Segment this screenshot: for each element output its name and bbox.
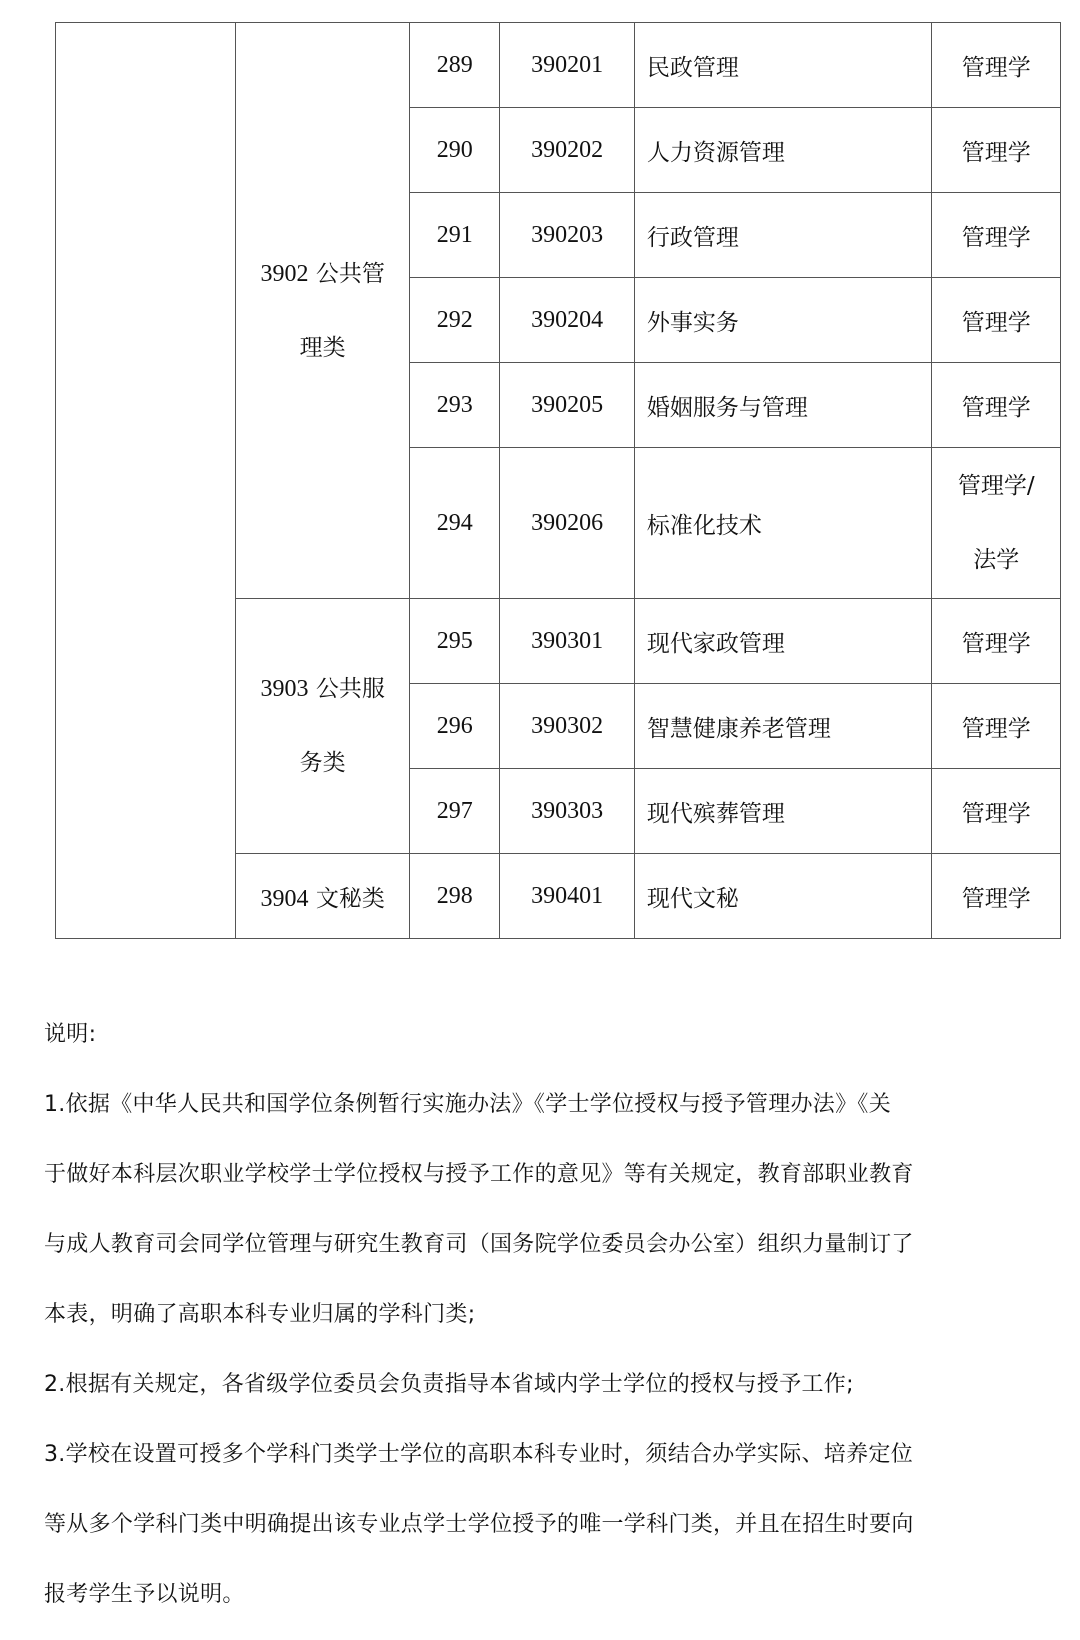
note-line: 等从多个学科门类中明确提出该专业点学士学位授予的唯一学科门类，并且在招生时要向 (44, 1512, 914, 1537)
seq-cell: 289 (410, 23, 500, 108)
code-cell: 390201 (500, 23, 635, 108)
note-line: 3.学校在设置可授多个学科门类学士学位的高职本科专业时，须结合办学实际、培养定位 (44, 1442, 913, 1467)
discipline-cell: 管理学 (932, 23, 1061, 108)
name-cell: 现代家政管理 (634, 599, 932, 684)
seq-cell: 293 (410, 363, 500, 448)
discipline-cell: 管理学 (932, 854, 1061, 939)
seq-cell: 290 (410, 108, 500, 193)
discipline-cell: 管理学 (932, 769, 1061, 854)
discipline-text: 法学 (973, 547, 1020, 573)
discipline-text: 管理学/ (957, 473, 1035, 499)
code-cell: 390303 (500, 769, 635, 854)
note-line: 报考学生予以说明。 (44, 1582, 245, 1607)
discipline-cell (932, 448, 1061, 599)
discipline-cell: 管理学 (932, 684, 1061, 769)
name-cell: 行政管理 (634, 193, 932, 278)
note-line: 本表，明确了高职本科专业归属的学科门类; (44, 1302, 476, 1327)
note-line: 于做好本科层次职业学校学士学位授权与授予工作的意见》等有关规定，教育部职业教育 (44, 1162, 914, 1187)
name-cell: 婚姻服务与管理 (634, 363, 932, 448)
discipline-cell: 管理学 (932, 599, 1061, 684)
category-code: 3904 (260, 885, 309, 912)
discipline-cell: 管理学 (932, 193, 1061, 278)
category-name: 公共管 (315, 260, 385, 287)
category-name: 理类 (299, 334, 346, 361)
category-code: 3902 (260, 260, 309, 287)
category-name: 公共服 (315, 676, 385, 702)
category-cell (236, 23, 410, 599)
name-cell: 民政管理 (634, 23, 932, 108)
name-cell: 现代殡葬管理 (634, 769, 932, 854)
name-cell: 外事实务 (634, 278, 932, 363)
category-cell (236, 854, 410, 939)
note-line: 2.根据有关规定，各省级学位委员会负责指导本省域内学士学位的授权与授予工作; (44, 1372, 854, 1397)
name-cell: 人力资源管理 (634, 108, 932, 193)
seq-cell: 295 (410, 599, 500, 684)
note-line: 1.依据《中华人民共和国学位条例暂行实施办法》《学士学位授权与授予管理办法》《关 (44, 1092, 891, 1117)
category-name: 务类 (299, 750, 346, 776)
discipline-cell: 管理学 (932, 108, 1061, 193)
major-class-cell (56, 23, 236, 939)
seq-cell: 296 (410, 684, 500, 769)
code-cell: 390301 (500, 599, 635, 684)
discipline-cell: 管理学 (932, 278, 1061, 363)
seq-cell: 294 (410, 448, 500, 599)
category-name: 文秘类 (315, 885, 385, 912)
discipline-cell: 管理学 (932, 363, 1061, 448)
seq-cell: 291 (410, 193, 500, 278)
category-cell (236, 599, 410, 854)
code-cell: 390202 (500, 108, 635, 193)
seq-cell: 292 (410, 278, 500, 363)
code-cell: 390206 (500, 448, 635, 599)
seq-cell: 297 (410, 769, 500, 854)
code-cell: 390204 (500, 278, 635, 363)
table-row (56, 23, 1061, 108)
name-cell: 现代文秘 (634, 854, 932, 939)
notes-heading: 说明: (44, 1022, 97, 1047)
name-cell: 标准化技术 (634, 448, 932, 599)
code-cell: 390205 (500, 363, 635, 448)
code-cell: 390401 (500, 854, 635, 939)
code-cell: 390203 (500, 193, 635, 278)
category-code: 3903 (260, 676, 309, 702)
notes-section (44, 1000, 1044, 1630)
note-line: 与成人教育司会同学位管理与研究生教育司（国务院学位委员会办公室）组织力量制订了 (44, 1232, 914, 1257)
name-cell: 智慧健康养老管理 (634, 684, 932, 769)
code-cell: 390302 (500, 684, 635, 769)
major-catalog-table (55, 22, 1061, 939)
seq-cell: 298 (410, 854, 500, 939)
